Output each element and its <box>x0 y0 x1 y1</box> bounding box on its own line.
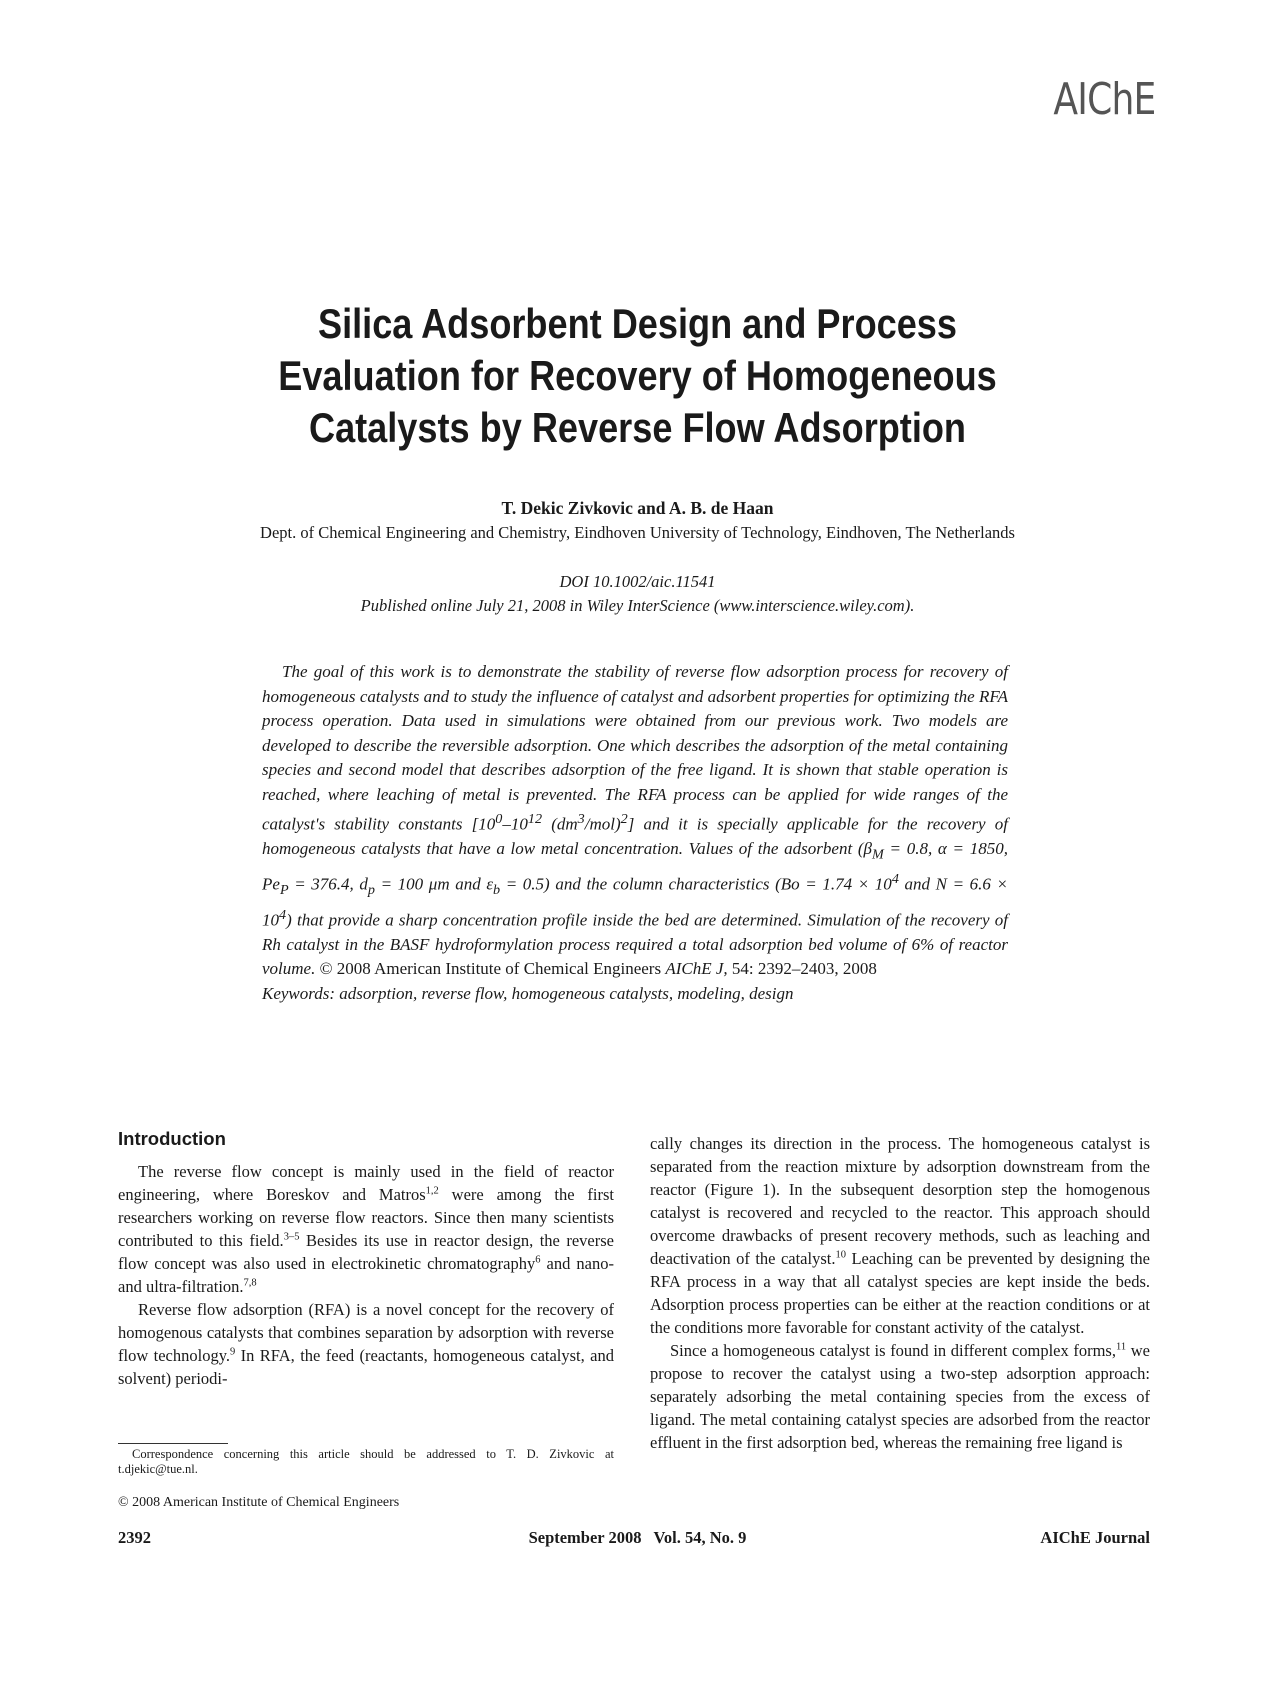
section-heading-introduction: Introduction <box>118 1128 226 1149</box>
title-line: Catalysts by Reverse Flow Adsorption <box>308 404 967 451</box>
page-number: 2392 <box>118 1528 151 1547</box>
abstract-citation: © 2008 American Institute of Chemical Engineers AIChE J, 54: 2392–2403, 2008 <box>319 959 877 979</box>
correspondence-footnote: Correspondence concerning this article should be addressed to T. D. Zivkovic at t.djekic@tue.nl. <box>118 1447 614 1476</box>
paragraph: Since a homogeneous catalyst is found in different complex forms,$^{11}$ we propose to recover the catalyst using a two-step adsorption approach: separately adsorbing the metal containing species from the excess of ligand. The metal containing catalyst species are adsorbed from the reactor effluent in the first adsorption bed, whereas the remaining free ligand is <box>650 1341 1150 1452</box>
title-line: Silica Adsorbent Design and Process <box>318 300 957 347</box>
paper-title <box>175 298 1100 454</box>
aiche-logo: AIChE <box>1052 74 1155 125</box>
abstract-text: The goal of this work is to demonstrate the stability of reverse flow adsorption process for recovery of homogeneous catalysts and to study the influence of catalyst and adsorbent properties for optimizing the RFA process operation. Data used in simulations were obtained from our previous work. Two models are developed to describe the reversible adsorption. One which describes the adsorption of the metal containing species and second model that describes adsorption of the free ligand. It is shown that stable operation is reached, where leaching of metal is prevented. The RFA process can be applied for wide ranges of the catalyst's stability constants [$10^0-10^{12}$ $(dm^3/mol)^2$] and it is specially applicable for the recovery of homogeneous catalysts that have a low metal concentration. Values of the adsorbent ($\beta_M = 0.8$, α = 1850, $Pe_P = 376.4$, $d_p = 100$ μm and $\varepsilon_b = 0.5$) and the column characteristics ($Bo = 1.74 \times 10^4$ and $N = 6.6 \times 10^4$) that provide a sharp concentration profile inside the bed are determined. Simulation of the recovery of Rh catalyst in the BASF hydroformylation process required a total adsorption bed volume of 6% of reactor volume. © 2008 American Institute of Chemical Engineers AIChE J, 54: 2392–2403, 2008 <box>262 662 1008 979</box>
published-online: Published online July 21, 2008 in Wiley InterScience (www.interscience.wiley.com). <box>360 596 915 615</box>
journal-name: AIChE Journal <box>1040 1528 1150 1547</box>
paragraph: The reverse flow concept is mainly used in the field of reactor engineering, where Boreskov and Matros$^{1,2}$ were among the first researchers working on reverse flow reactors. Since then many scientists contributed to this field.$^{3-5}$ Besides its use in reactor design, the reverse flow concept was also used in electrokinetic chromatography$^6$ and nano- and ultra-filtration.$^{7,8}$ <box>118 1162 614 1296</box>
footnote-divider <box>118 1443 228 1444</box>
keywords: Keywords: adsorption, reverse flow, homogeneous catalysts, modeling, design <box>262 983 794 1003</box>
left-column <box>118 1160 614 1390</box>
affiliation: Dept. of Chemical Engineering and Chemistry, Eindhoven University of Technology, Eindhoven, The Netherlands <box>260 523 1015 542</box>
title-line: Evaluation for Recovery of Homogeneous <box>278 352 997 399</box>
authors: T. Dekic Zivkovic and A. B. de Haan <box>501 498 774 518</box>
abstract <box>262 660 1008 1006</box>
paragraph: cally changes its direction in the process. The homogeneous catalyst is separated from the reaction mixture by adsorption downstream from the reactor (Figure 1). In the subsequent desorption step the homogenous catalyst is recovered and recycled to the reactor. This approach should overcome drawbacks of present recovery methods, such as leaching and deactivation of the catalyst.$^{10}$ Leaching can be prevented by designing the RFA process in a way that all catalyst species are kept inside the beds. Adsorption process properties can be either at the reaction conditions or at the conditions more favorable for constant activity of the catalyst. <box>650 1134 1150 1337</box>
copyright-notice: © 2008 American Institute of Chemical Engineers <box>118 1495 400 1510</box>
doi[interactable]: DOI 10.1002/aic.11541 <box>559 572 716 591</box>
issue-info: September 2008 Vol. 54, No. 9 <box>528 1528 747 1547</box>
paragraph: Reverse flow adsorption (RFA) is a novel concept for the recovery of homogenous catalysts that combines separation by adsorption with reverse flow technology.$^9$ In RFA, the feed (reactants, homogeneous catalyst, and solvent) periodi- <box>118 1300 614 1388</box>
right-column <box>650 1132 1150 1454</box>
